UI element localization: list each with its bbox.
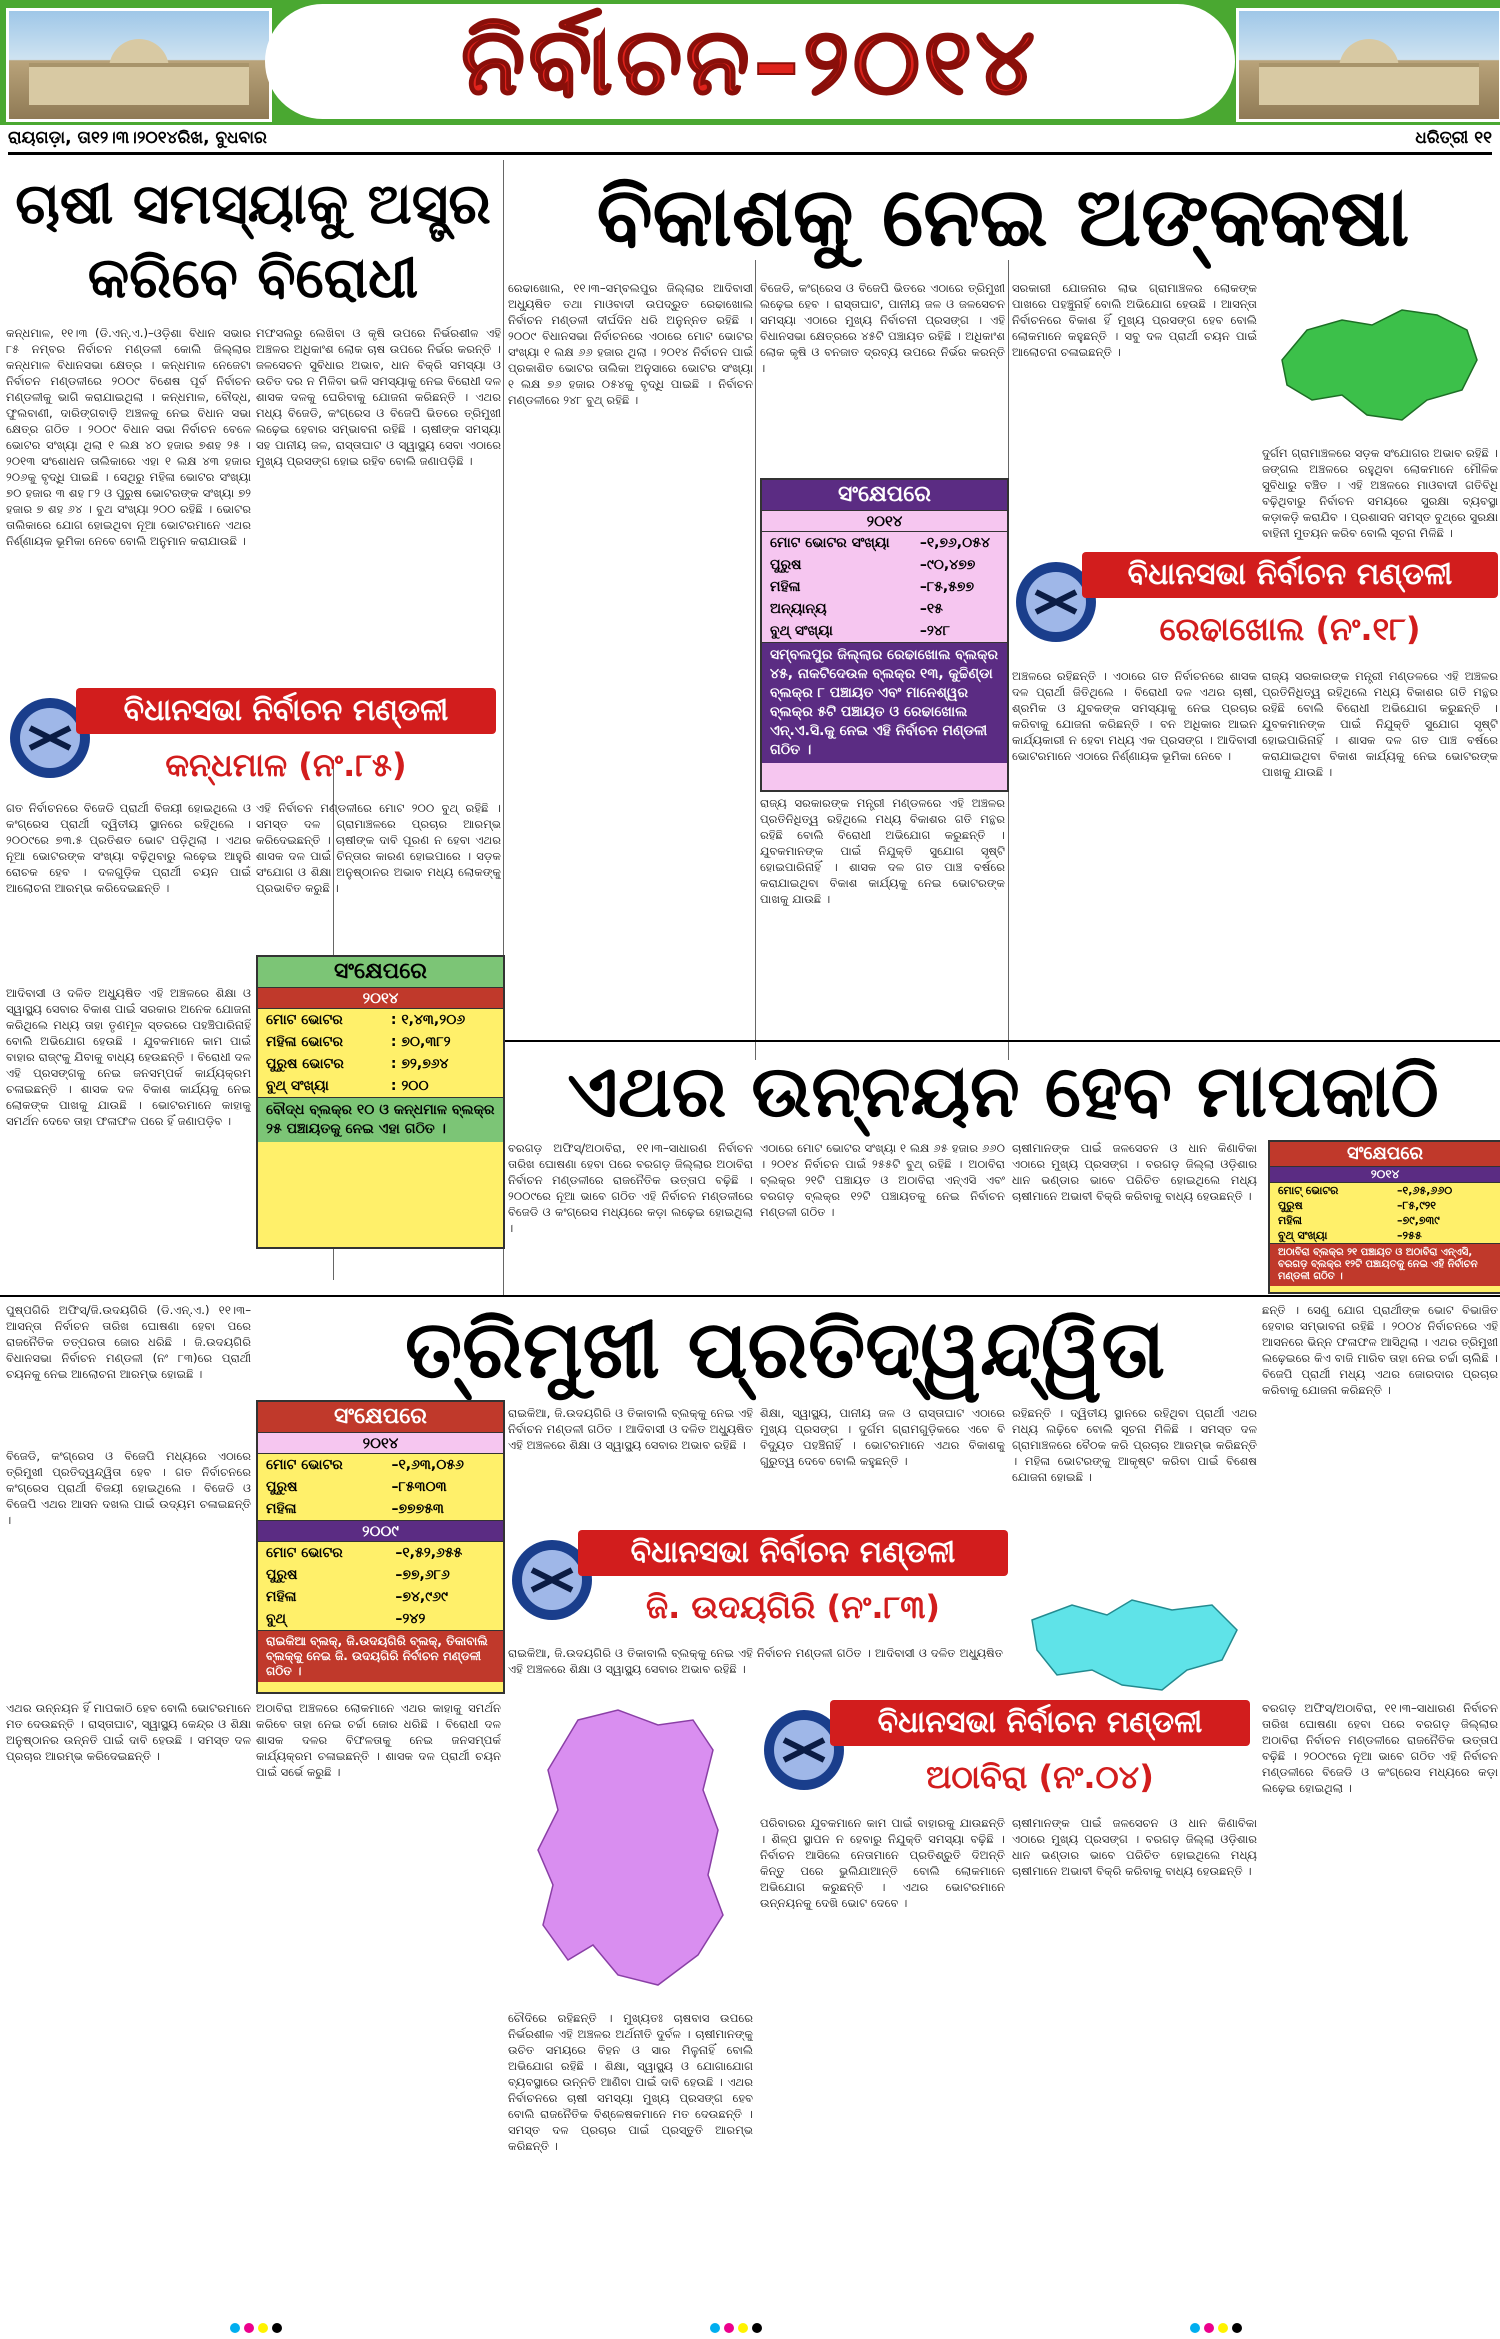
story2-body: ବିଜେଡି, କଂଗ୍ରେସ ଓ ବିଜେପି ଭିତରେ ଏଠାରେ ତ୍ରିମୁଖୀ ଲଢ଼େଇ ହେବ । ରାସ୍ତାଘାଟ, ପାନୀୟ ଜଳ ଓ ଜଳସେଚନ ସମସ୍ୟା ଏଠାରେ ମୁଖ୍ୟ ନିର୍ବାଚନୀ ପ୍ରସଙ୍ଗ । ଏହି ବିଧାନସଭା କ୍ଷେତ୍ରରେ ୪୫ଟି ପଞ୍ଚାୟତ ରହିଛି । ଅଧିକାଂଶ ଲୋକ କୃଷି ଓ ବନଜାତ ଦ୍ରବ୍ୟ ଉପରେ ନିର୍ଭର କରନ୍ତି ।: [760, 281, 1005, 375]
story2-body: ରାଜ୍ୟ ସରକାରଙ୍କ ମନ୍ତ୍ରୀ ମଣ୍ଡଳରେ ଏହି ଅଞ୍ଚଳର ପ୍ରତିନିଧିତ୍ୱ ରହିଥିଲେ ମଧ୍ୟ ବିକାଶର ଗତି ମନ୍ଥର ରହିଛି ବୋଲି ବିରୋଧୀ ଅଭିଯୋଗ କରୁଛନ୍ତି । ଯୁବକମାନଙ୍କ ପାଇଁ ନିଯୁକ୍ତି ସୁଯୋଗ ସୃଷ୍ଟି ହୋଇପାରିନାହିଁ । ଶାସକ ଦଳ ଗତ ପାଞ୍ଚ ବର୍ଷରେ କରାଯାଇଥିବା ବିକାଶ କାର୍ଯ୍ୟକୁ ନେଇ ଭୋଟରଙ୍କ ପାଖକୁ ଯାଉଛି ।: [760, 796, 1005, 906]
summary-heading: ସଂକ୍ଷେପରେ: [1270, 1142, 1500, 1166]
summary-table-2009: [258, 1542, 503, 1630]
summary-label: ମହିଳା: [266, 1589, 297, 1605]
summary-note: ରାଇକିଆ ବ୍ଲକ୍‌, ଜି.ଉଦୟଗିରି ବ୍ଲକ୍‌, ତିକାବାଲି ବ୍ଲକ୍‌କୁ ନେଇ ଜି. ଉଦୟଗିରି ନିର୍ବାଚନ ମଣ୍ଡଳୀ ଗଠିତ ।: [258, 1630, 503, 1682]
registration-dot-black: [752, 2323, 762, 2333]
summary-label: ପୁରୁଷ ଭୋଟର: [266, 1056, 344, 1072]
summary-value: –୧,୭୬,୦୫୪: [919, 535, 990, 551]
story4-body: ରାଇକିଆ, ଜି.ଉଦୟଗିରି ଓ ତିକାବାଲି ବ୍ଲକ୍‌କୁ ନେଇ ଏହି ନିର୍ବାଚନ ମଣ୍ଡଳୀ ଗଠିତ । ଆଦିବାସୀ ଓ ଦଳିତ ଅଧ୍ୟୁଷିତ ଏହି ଅଞ୍ଚଳରେ ଶିକ୍ଷା ଓ ସ୍ୱାସ୍ଥ୍ୟ ସେବାର ଅଭାବ ରହିଛି ।: [508, 1646, 1003, 1676]
summary-year: ୨୦୧୪: [258, 987, 503, 1009]
story4-body: ଶିକ୍ଷା, ସ୍ୱାସ୍ଥ୍ୟ, ପାନୀୟ ଜଳ ଓ ରାସ୍ତାଘାଟ ଏଠାରେ ମୁଖ୍ୟ ପ୍ରସଙ୍ଗ । ଦୁର୍ଗମ ଗ୍ରାମଗୁଡ଼ିକରେ ଏବେ ବି ବିଦ୍ୟୁତ ପହଞ୍ଚିନାହିଁ । ଭୋଟରମାନେ ଏଥର ବିକାଶକୁ ଗୁରୁତ୍ୱ ଦେବେ ବୋଲି କହୁଛନ୍ତି ।: [760, 1406, 1005, 1468]
summary-label: ବୁଥ୍‌ ସଂଖ୍ୟା: [770, 623, 833, 639]
page-folio: ଧରିତ୍ରୀ ୧୧: [1415, 128, 1492, 148]
registration-dot-magenta: [1204, 2323, 1214, 2333]
summary-year-2014: ୨୦୧୪: [258, 1432, 503, 1454]
summary-value: : ୭୨,୭୬୪: [390, 1056, 449, 1072]
summary-label: ଅନ୍ୟାନ୍ୟ: [770, 601, 827, 617]
story2-body: ଅଞ୍ଚଳରେ ରହିଛନ୍ତି । ଏଠାରେ ଗତ ନିର୍ବାଚନରେ ଶାସକ ଦଳ ପ୍ରାର୍ଥୀ ଜିତିଥିଲେ । ବିରୋଧୀ ଦଳ ଏଥର ଚାଷୀ, ଶ୍ରମିକ ଓ ଯୁବକଙ୍କ ସମସ୍ୟାକୁ ନେଇ ପ୍ରଚାର କରିବାକୁ ଯୋଜନା କରିଛନ୍ତି । ବନ ଅଧିକାର ଆଇନ କାର୍ଯ୍ୟକାରୀ ନ ହେବା ମଧ୍ୟ ଏକ ପ୍ରସଙ୍ଗ । ଆଦିବାସୀ ଭୋଟରମାନେ ଏଠାରେ ନିର୍ଣ୍ଣାୟକ ଭୂମିକା ନେବେ ।: [1012, 669, 1257, 763]
story1-body: ଏହି ନିର୍ବାଚନ ମଣ୍ଡଳୀରେ ମୋଟ ୨୦୦ ବୁଥ୍‌ ରହିଛି । ସମସ୍ତ ଦଳ ଗ୍ରାମାଞ୍ଚଳରେ ପ୍ରଚାର ଆରମ୍ଭ କରିଦେଇଛନ୍ତି । ଚାଷୀଙ୍କ ଦାବି ପୂରଣ ନ ହେବା ଏଥର ଶାସକ ଦଳ ପାଇଁ ଚିନ୍ତାର କାରଣ ହୋଇପାରେ । ସଡ଼କ ସଂଯୋଗ ଓ ଶିକ୍ଷା ଅନୁଷ୍ଠାନର ଅଭାବ ମଧ୍ୟ ଲୋକଙ୍କୁ ପ୍ରଭାବିତ କରୁଛି ।: [256, 801, 501, 895]
column-rule: [755, 260, 756, 1060]
summary-label: ବୁଥ୍‌ ସଂଖ୍ୟା: [1278, 1229, 1328, 1242]
section-divider: [0, 1295, 1500, 1297]
story3-body: ଅଠାବିରା ଅଞ୍ଚଳରେ ଲୋକମାନେ ଏଥର କାହାକୁ ସମର୍ଥନ କରିବେ ତାହା ନେଇ ଚର୍ଚ୍ଚା ଜୋର ଧରିଛି । ବିରୋଧୀ ଦଳ ଶାସକ ଦଳର ବିଫଳତାକୁ ନେଇ ଜନସମ୍ପର୍କ କାର୍ଯ୍ୟକ୍ରମ ଚଳାଇଛନ୍ତି । ଶାସକ ଦଳ ପ୍ରାର୍ଥୀ ଚୟନ ପାଇଁ ସର୍ଭେ କରୁଛି ।: [256, 1701, 501, 1779]
story4-body: ରହିଛନ୍ତି । ଦ୍ୱିତୀୟ ସ୍ଥାନରେ ରହିଥିବା ପ୍ରାର୍ଥୀ ଏଥର ମଧ୍ୟ ଲଢ଼ିବେ ବୋଲି ସୂଚନା ମିଳିଛି । ସମସ୍ତ ଦଳ ଗ୍ରାମାଞ୍ଚଳରେ ବୈଠକ କରି ପ୍ରଚାର ଆରମ୍ଭ କରିଛନ୍ତି । ମହିଳା ଭୋଟରଙ୍କୁ ଆକୃଷ୍ଟ କରିବା ପାଇଁ ବିଶେଷ ଯୋଜନା ହୋଇଛି ।: [1012, 1406, 1257, 1484]
summary-heading: ସଂକ୍ଷେପରେ: [258, 1402, 503, 1432]
summary-value: –୮୫୩୦୩: [391, 1479, 447, 1495]
summary-label: ମହିଳା: [1278, 1214, 1302, 1227]
registration-dot-cyan: [1190, 2323, 1200, 2333]
summary-year: ୨୦୧୪: [1270, 1166, 1500, 1183]
story2-headline: ବିକାଶକୁ ନେଇ ଅଙ୍କକଷା: [596, 170, 1410, 265]
summary-label: ବୁଥ୍‌ ସଂଖ୍ୟା: [266, 1078, 329, 1094]
story4-headline: ତ୍ରିମୁଖୀ ପ୍ରତିଦ୍ୱନ୍ଦ୍ୱିତା: [405, 1303, 1165, 1396]
summary-box-udayagiri: [256, 1400, 505, 1694]
story4-body: ବିଜେଡି, କଂଗ୍ରେସ ଓ ବିଜେପି ମଧ୍ୟରେ ଏଠାରେ ତ୍ରିମୁଖୀ ପ୍ରତିଦ୍ୱନ୍ଦ୍ୱିତା ହେବ । ଗତ ନିର୍ବାଚନରେ କଂଗ୍ରେସ ପ୍ରାର୍ଥୀ ବିଜୟୀ ହୋଇଥିଲେ । ବିଜେଡି ଓ ବିଜେପି ଏଥର ଆସନ ଦଖଲ ପାଇଁ ଉଦ୍ୟମ ଚଳାଇଛନ୍ତି ।: [6, 1449, 251, 1527]
story2-body: ସରକାରୀ ଯୋଜନାର ଲାଭ ଗ୍ରାମାଞ୍ଚଳର ଲୋକଙ୍କ ପାଖରେ ପହଞ୍ଚୁନାହିଁ ବୋଲି ଅଭିଯୋଗ ହେଉଛି । ଆସନ୍ତା ନିର୍ବାଚନରେ ବିକାଶ ହିଁ ମୁଖ୍ୟ ପ୍ରସଙ୍ଗ ହେବ ବୋଲି ଲୋକମାନେ କହୁଛନ୍ତି । ସବୁ ଦଳ ପ୍ରାର୍ଥୀ ଚୟନ ପାଇଁ ଆଲୋଚନା ଚଳାଇଛନ୍ତି ।: [1012, 281, 1257, 359]
summary-value: –୧୫: [919, 601, 943, 617]
summary-value: –୨୪୨: [395, 1611, 426, 1627]
dateline-location-date: ରାୟଗଡ଼ା, ତା୧୨।୩।୨୦୧୪ରିଖ, ବୁଧବାର: [8, 128, 267, 148]
banner-seat-name: କନ୍ଧମାଳ (ନଂ.୮୫): [165, 746, 407, 784]
story4-body: ପୁଷ୍ପଗିରି ଅଫିସ୍‌/ଜି.ଉଦୟଗିରି (ଡି.ଏନ୍‌.ଏ.) ୧୧।୩–ଆସନ୍ତା ନିର୍ବାଚନ ତାରିଖ ଘୋଷଣା ହେବା ପରେ ରାଜନୈତିକ ତତ୍ପରତା ଜୋର ଧରିଛି । ଜି.ଉଦୟଗିରି ବିଧାନସଭା ନିର୍ବାଚନ ମଣ୍ଡଳୀ (ନଂ ୮୩)ରେ ପ୍ରାର୍ଥୀ ଚୟନକୁ ନେଇ ଆଲୋଚନା ଆରମ୍ଭ ହୋଇଛି ।: [6, 1303, 251, 1381]
banner-title: ବିଧାନସଭା ନିର୍ବାଚନ ମଣ୍ଡଳୀ: [578, 1530, 1008, 1576]
attabira-map: [508, 1700, 753, 2000]
story3-body: ଏଠାରେ ମୋଟ ଭୋଟର ସଂଖ୍ୟା ୧ ଲକ୍ଷ ୬୫ ହଜାର ୬୬୦ । ୨୦୧୪ ନିର୍ବାଚନ ପାଇଁ ୨୫୫ଟି ବୁଥ୍‌ ରହିଛି । ଅଠାବିରା ବ୍ଲକ୍‌ର ୨୧ଟି ପଞ୍ଚାୟତ ଓ ଅଠାବିରା ଏନ୍‌ଏସି ଏବଂ ବରଗଡ଼ ବ୍ଲକ୍‌ର ୧୨ଟି ପଞ୍ଚାୟତକୁ ନେଇ ନିର୍ବାଚନ ମଣ୍ଡଳୀ ଗଠିତ ।: [760, 1141, 1005, 1219]
story3-body: ଏଥର ଉନ୍ନୟନ ହିଁ ମାପକାଠି ହେବ ବୋଲି ଭୋଟରମାନେ ମତ ଦେଉଛନ୍ତି । ରାସ୍ତାଘାଟ, ସ୍ୱାସ୍ଥ୍ୟ କେନ୍ଦ୍ର ଓ ଶିକ୍ଷା ଅନୁଷ୍ଠାନର ଉନ୍ନତି ପାଇଁ ଦାବି ହେଉଛି । ସମସ୍ତ ଦଳ ପ୍ରଚାର ଆରମ୍ଭ କରିଦେଇଛନ୍ତି ।: [6, 1701, 251, 1763]
constituency-banner-attabira: [760, 1700, 1250, 1810]
banner-title: ବିଧାନସଭା ନିର୍ବାଚନ ମଣ୍ଡଳୀ: [830, 1700, 1250, 1746]
summary-year-2009: ୨୦୦୯: [258, 1520, 503, 1542]
story1-body: ଆଦିବାସୀ ଓ ଦଳିତ ଅଧ୍ୟୁଷିତ ଏହି ଅଞ୍ଚଳରେ ଶିକ୍ଷା ଓ ସ୍ୱାସ୍ଥ୍ୟ ସେବାର ବିକାଶ ପାଇଁ ସରକାର ଅନେକ ଯୋଜନା କରିଥିଲେ ମଧ୍ୟ ତାହା ତୃଣମୂଳ ସ୍ତରରେ ପହଞ୍ଚିପାରିନାହିଁ ବୋଲି ଅଭିଯୋଗ ହେଉଛି । ଯୁବକମାନେ କାମ ପାଇଁ ବାହାର ରାଜ୍୯କୁ ଯିବାକୁ ବାଧ୍ୟ ହେଉଛନ୍ତି । ବିରୋଧୀ ଦଳ ଏହି ପ୍ରସଙ୍ଗକୁ ନେଇ ଜନସମ୍ପର୍କ କାର୍ଯ୍ୟକ୍ରମ ଚଳାଇଛନ୍ତି । ଶାସକ ଦଳ ବିକାଶ କାର୍ଯ୍ୟକୁ ନେଇ ଲୋକଙ୍କ ପାଖକୁ ଯାଉଛି । ଭୋଟରମାନେ କାହାକୁ ସମର୍ଥନ ଦେବେ ତାହା ଫଳାଫଳ ପରେ ହିଁ ଜଣାପଡ଼ିବ ।: [6, 986, 251, 1128]
summary-value: : ୭୦,୩୮୨: [390, 1034, 451, 1050]
assembly-building-photo: [6, 8, 272, 122]
summary-note: ଅଠାବିରା ବ୍ଲକ୍‌ର ୨୧ ପଞ୍ଚାୟତ ଓ ଅଠାବିରା ଏନ୍‌ଏସି, ବରଗଡ଼ ବ୍ଲକ୍‌ର ୧୨ଟି ପଞ୍ଚାୟତକୁ ନେଇ ଏହି ନିର୍ବାଚନ ମଣ୍ଡଳୀ ଗଠିତ ।: [1270, 1243, 1500, 1286]
story3-headline: ଏଥର ଉନ୍ନୟନ ହେବ ମାପକାଠି: [567, 1049, 1439, 1133]
summary-value: –୭୭୭୫୩: [391, 1501, 444, 1517]
story3-body: ବରଗଡ଼ ଅଫିସ୍‌/ଅଠାବିରା, ୧୧।୩–ସାଧାରଣ ନିର୍ବାଚନ ତାରିଖ ଘୋଷଣା ହେବା ପରେ ବରଗଡ଼ ଜିଲ୍ଲାର ଅଠାବିରା ନିର୍ବାଚନ ମଣ୍ଡଳୀରେ ରାଜନୈତିକ ଉତ୍ତାପ ବଢ଼ିଛି । ୨୦୦୯ରେ ନୂଆ ଭାବେ ଗଠିତ ଏହି ନିର୍ବାଚନ ମଣ୍ଡଳୀରେ ବିଜେଡି ଓ କଂଗ୍ରେସ ମଧ୍ୟରେ କଡ଼ା ଲଢ଼େଇ ହୋଇଥିଲା ।: [508, 1141, 753, 1235]
banner-seat-name: ଅଠାବିରା (ନଂ.୦୪): [926, 1758, 1154, 1796]
summary-label: ମହିଳା ଭୋଟର: [266, 1034, 343, 1050]
parliament-building-photo: [1236, 8, 1500, 122]
story1-headline: ଚାଷୀ ସମସ୍ୟାକୁ ଅସ୍ତ୍ର କରିବେ ବିରୋଧୀ: [15, 172, 491, 311]
summary-value: –୧,୬୫,୬୬୦: [1397, 1184, 1453, 1197]
kandhamal-map-strip: [6, 1250, 251, 1290]
story1-body: ଗତ ନିର୍ବାଚନରେ ବିଜେଡି ପ୍ରାର୍ଥୀ ବିଜୟୀ ହୋଇଥିଲେ ଓ କଂଗ୍ରେସ ପ୍ରାର୍ଥୀ ଦ୍ୱିତୀୟ ସ୍ଥାନରେ ରହିଥିଲେ । ୨୦୦୯ରେ ୭୩.୫ ପ୍ରତିଶତ ଭୋଟ ପଡ଼ିଥିଲା । ଏଥର ନୂଆ ଭୋଟରଙ୍କ ସଂଖ୍ୟା ବଢ଼ିଥିବାରୁ ଲଢ଼େଇ ଆହୁରି ରୋଚକ ହେବ । ଦଳଗୁଡ଼ିକ ପ୍ରାର୍ଥୀ ଚୟନ ପାଇଁ ଆଲୋଚନା ଆରମ୍ଭ କରିଦେଇଛନ୍ତି ।: [6, 801, 251, 895]
summary-label: ପୁରୁଷ: [266, 1567, 298, 1583]
registration-dot-cyan: [230, 2323, 240, 2333]
registration-dot-magenta: [244, 2323, 254, 2333]
banner-seat-name: ଜି. ଉଦୟଗିରି (ନଂ.୮୩): [646, 1588, 940, 1626]
summary-value: –୨୫୫: [1397, 1229, 1422, 1242]
summary-value: : ୨୦୦: [390, 1078, 429, 1094]
dateline: [8, 128, 1492, 155]
summary-label: ପୁରୁଷ: [266, 1479, 298, 1495]
summary-table-2014: [258, 1454, 503, 1520]
summary-label: ମୋଟ ଭୋଟର: [266, 1457, 343, 1473]
banner-title: ବିଧାନସଭା ନିର୍ବାଚନ ମଣ୍ଡଳୀ: [1082, 552, 1498, 598]
registration-dot-yellow: [738, 2323, 748, 2333]
story2-body: ରେଢାଖୋଲ, ୧୧।୩–ସମ୍ବଲପୁର ଜିଲ୍ଲାର ଆଦିବାସୀ ଅଧ୍ୟୁଷିତ ତଥା ମାଓବାଦୀ ଉପଦ୍ରୁତ ରେଢାଖୋଲ ନିର୍ବାଚନ ମଣ୍ଡଳୀ ଦୀର୍ଘଦିନ ଧରି ଅନୁନ୍ନତ ରହିଛି । ୨୦୦୯ ବିଧାନସଭା ନିର୍ବାଚନରେ ଏଠାରେ ମୋଟ ଭୋଟର ସଂଖ୍ୟା ୧ ଲକ୍ଷ ୬୬ ହଜାର ଥିଲା । ୨୦୧୪ ନିର୍ବାଚନ ପାଇଁ ପ୍ରକାଶିତ ଭୋଟର ତାଲିକା ଅନୁସାରେ ଭୋଟର ସଂଖ୍ୟା ୧ ଲକ୍ଷ ୭୬ ହଜାର ୦୫୪କୁ ବୃଦ୍ଧି ପାଇଛି । ନିର୍ବାଚନ ମଣ୍ଡଳୀରେ ୨୪୮ ବୁଥ୍‌ ରହିଛି ।: [508, 281, 753, 407]
summary-label: ପୁରୁଷ: [1278, 1199, 1303, 1212]
constituency-banner-redhakhol: [1012, 552, 1498, 662]
story3-body: ଚାଷୀମାନଙ୍କ ପାଇଁ ଜଳସେଚନ ଓ ଧାନ କିଣାବିକା ଏଠାରେ ମୁଖ୍ୟ ପ୍ରସଙ୍ଗ । ବରଗଡ଼ ଜିଲ୍ଲା ଓଡ଼ିଶାର ଧାନ ଭଣ୍ଡାର ଭାବେ ପରିଚିତ ହୋଇଥିଲେ ମଧ୍ୟ ଚାଷୀମାନେ ଅଭାବୀ ବିକ୍ରି କରିବାକୁ ବାଧ୍ୟ ହେଉଛନ୍ତି ।: [1012, 1816, 1257, 1878]
story4-body: ରାଇକିଆ, ଜି.ଉଦୟଗିରି ଓ ତିକାବାଲି ବ୍ଲକ୍‌କୁ ନେଇ ଏହି ନିର୍ବାଚନ ମଣ୍ଡଳୀ ଗଠିତ । ଆଦିବାସୀ ଓ ଦଳିତ ଅଧ୍ୟୁଷିତ ଏହି ଅଞ୍ଚଳରେ ଶିକ୍ଷା ଓ ସ୍ୱାସ୍ଥ୍ୟ ସେବାର ଅଭାବ ରହିଛି ।: [508, 1406, 753, 1452]
summary-year: ୨୦୧୪: [762, 510, 1007, 532]
summary-value: : ୧,୪୩,୨୦୬: [390, 1012, 466, 1028]
udayagiri-map: [1012, 1590, 1257, 1700]
summary-label: ପୁରୁଷ: [770, 557, 802, 573]
summary-label: ମୋଟ୍‌ ଭୋଟର: [1278, 1184, 1339, 1197]
story2-body: ଦୁର୍ଗମ ଗ୍ରାମାଞ୍ଚଳରେ ସଡ଼କ ସଂଯୋଗର ଅଭାବ ରହିଛି । ଜଙ୍ଗଲ ଅଞ୍ଚଳରେ ରହୁଥିବା ଲୋକମାନେ ମୌଳିକ ସୁବିଧାରୁ ବଞ୍ଚିତ । ଏହି ଅଞ୍ଚଳରେ ମାଓବାଦୀ ଗତିବିଧି ବଢ଼ିଥିବାରୁ ନିର୍ବାଚନ ସମୟରେ ସୁରକ୍ଷା ବ୍ୟବସ୍ଥା କଡ଼ାକଡ଼ି କରାଯିବ । ପ୍ରଶାସନ ସମସ୍ତ ବୁଥ୍‌ରେ ସୁରକ୍ଷା ବାହିନୀ ମୁତୟନ କରିବ ବୋଲି ସୂଚନା ମିଳିଛି ।: [1262, 446, 1498, 540]
story3-body: ପରିବାରର ଯୁବକମାନେ କାମ ପାଇଁ ବାହାରକୁ ଯାଉଛନ୍ତି । ଶିଳ୍ପ ସ୍ଥାପନ ନ ହେବାରୁ ନିଯୁକ୍ତି ସମସ୍ୟା ବଢ଼ିଛି । ନିର୍ବାଚନ ଆସିଲେ ନେତାମାନେ ପ୍ରତିଶ୍ରୁତି ଦିଅନ୍ତି କିନ୍ତୁ ପରେ ଭୁଲିଯାଆନ୍ତି ବୋଲି ଲୋକମାନେ ଅଭିଯୋଗ କରୁଛନ୍ତି । ଏଥର ଭୋଟରମାନେ ଉନ୍ନୟନକୁ ଦେଖି ଭୋଟ ଦେବେ ।: [760, 1816, 1005, 1910]
story2-body: ରାଜ୍ୟ ସରକାରଙ୍କ ମନ୍ତ୍ରୀ ମଣ୍ଡଳରେ ଏହି ଅଞ୍ଚଳର ପ୍ରତିନିଧିତ୍ୱ ରହିଥିଲେ ମଧ୍ୟ ବିକାଶର ଗତି ମନ୍ଥର ରହିଛି ବୋଲି ବିରୋଧୀ ଅଭିଯୋଗ କରୁଛନ୍ତି । ଯୁବକମାନଙ୍କ ପାଇଁ ନିଯୁକ୍ତି ସୁଯୋଗ ସୃଷ୍ଟି ହୋଇପାରିନାହିଁ । ଶାସକ ଦଳ ଗତ ପାଞ୍ଚ ବର୍ଷରେ କରାଯାଇଥିବା ବିକାଶ କାର୍ଯ୍ୟକୁ ନେଇ ଭୋଟରଙ୍କ ପାଖକୁ ଯାଉଛି ।: [1262, 669, 1498, 779]
summary-table: [762, 532, 1007, 642]
summary-heading: ସଂକ୍ଷେପରେ: [762, 480, 1007, 510]
banner-seat-name: ରେଢାଖୋଲ (ନଂ.୧୮): [1159, 610, 1421, 648]
summary-label: ମୋଟ ଭୋଟର ସଂଖ୍ୟା: [770, 535, 890, 551]
registration-dot-yellow: [258, 2323, 268, 2333]
story1-body: କନ୍ଧମାଳ, ୧୧।୩ (ଡି.ଏନ୍‌.ଏ.)–ଓଡ଼ିଶା ବିଧାନ ସଭାର ୮୫ ନମ୍ବର ନିର୍ବାଚନ ମଣ୍ଡଳୀ କୋଲି ଜିଲ୍ଲାର କନ୍ଧମାଳ ବିଧାନସଭା କ୍ଷେତ୍ର । କନ୍ଧମାଳ ନେଜେଟା ନିର୍ବାଚନ ମଣ୍ଡଳୀରେ ୨୦୦୯ ବିଶେଷ ପୂର୍ବ ନିର୍ବାଚନ ମଣ୍ଡଳୀକୁ ଭାଗି କରାଯାଇଥିଲା । କନ୍ଧମାଳ, ବୌଦ୍ଧ, ଫୁଲବାଣୀ, ଦାରିଙ୍ଗବାଡ଼ି ଅଞ୍ଚଳକୁ ନେଇ ବିଧାନ ସଭା କ୍ଷେତ୍ର ଗଠିତ । ୨୦୦୯ ବିଧାନ ସଭା ନିର୍ବାଚନ ବେଳେ ଭୋଟର ସଂଖ୍ୟା ଥିଲା ୧ ଲକ୍ଷ ୪୦ ହଜାର ୭ଶହ ୨୫ । ୨୦୧୩ ସଂଶୋଧନ ତାଲିକାରେ ଏହା ୧ ଲକ୍ଷ ୪୩ ହଜାର ୨୦୬କୁ ବୃଦ୍ଧି ପାଇଛି । ସେଥିରୁ ମହିଳା ଭୋଟର ସଂଖ୍ୟା ୭୦ ହଜାର ୩ ଶହ ୮୨ ଓ ପୁରୁଷ ଭୋଟରଙ୍କ ସଂଖ୍ୟା ୭୨ ହଜାର ୭ ଶହ ୬୪ । ବୁଥ ସଂଖ୍ୟା ୨୦୦ ରହିଛି । ଭୋଟର ତାଲିକାରେ ଯୋଗ ହୋଇଥିବା ନୂଆ ଭୋଟରମାନେ ଏଥର ନିର୍ଣ୍ଣାୟକ ଭୂମିକା ନେବେ ବୋଲି ଅନୁମାନ କରାଯାଉଛି ।: [6, 326, 251, 548]
summary-box-kandhamal: [256, 955, 505, 1249]
summary-note: ସମ୍ବଲପୁର ଜିଲ୍ଲାର ରେଢାଖୋଲ ବ୍ଲକ୍‌ର ୪୫, ନାକଟିଦେଉଳ ବ୍ଲକ୍‌ର ୧୩, କୁଚ୍ଚିଣ୍ଡା ବ୍ଲକ୍‌ର ୮ ପଞ୍ଚାୟତ ଏବଂ ମାନେଶ୍ୱର ବ୍ଲକ୍‌ର ୫ଟି ପଞ୍ଚାୟତ ଓ ରେଢାଖୋଲ ଏନ୍‌.ଏ.ସି.କୁ ନେଇ ଏହି ନିର୍ବାଚନ ମଣ୍ଡଳୀ ଗଠିତ ।: [762, 642, 1007, 763]
summary-value: –୧,୬୩,୦୫୬: [391, 1457, 464, 1473]
summary-label: ମୋଟ ଭୋଟର: [266, 1545, 343, 1561]
constituency-banner-kandhamal: [6, 688, 496, 798]
story3-body: ଚାଷୀମାନଙ୍କ ପାଇଁ ଜଳସେଚନ ଓ ଧାନ କିଣାବିକା ଏଠାରେ ମୁଖ୍ୟ ପ୍ରସଙ୍ଗ । ବରଗଡ଼ ଜିଲ୍ଲା ଓଡ଼ିଶାର ଧାନ ଭଣ୍ଡାର ଭାବେ ପରିଚିତ ହୋଇଥିଲେ ମଧ୍ୟ ଚାଷୀମାନେ ଅଭାବୀ ବିକ୍ରି କରିବାକୁ ବାଧ୍ୟ ହେଉଛନ୍ତି ।: [1012, 1141, 1257, 1203]
registration-dot-yellow: [1218, 2323, 1228, 2333]
summary-value: –୮୫,୫୭୭: [919, 579, 975, 595]
summary-box-redhakhol: [760, 478, 1009, 792]
summary-value: –୨୪୮: [919, 623, 951, 639]
masthead: [0, 0, 1500, 125]
summary-table: [258, 1009, 503, 1097]
summary-label: ବୁଥ୍‌: [266, 1611, 287, 1627]
registration-dot-black: [272, 2323, 282, 2333]
masthead-title: ନିର୍ବାଚନ–୨୦୧୪: [265, 4, 1235, 119]
banner-title: ବିଧାନସଭା ନିର୍ବାଚନ ମଣ୍ଡଳୀ: [76, 688, 496, 734]
summary-label: ମହିଳା: [770, 579, 801, 595]
constituency-banner-udayagiri: [508, 1530, 1008, 1640]
summary-value: –୭୯,୭୩୯: [1397, 1214, 1440, 1227]
summary-value: –୭୪,୯୬୯: [395, 1589, 448, 1605]
registration-dot-black: [1232, 2323, 1242, 2333]
registration-dot-cyan: [710, 2323, 720, 2333]
summary-label: ମୋଟ ଭୋଟର: [266, 1012, 343, 1028]
summary-heading: ସଂକ୍ଷେପରେ: [258, 957, 503, 987]
story1-body: ମଫସଲରୁ ଲେଖିବା ଓ କୃଷି ଉପରେ ନିର୍ଭରଶୀଳ ଏହି ଅଞ୍ଚଳର ଅଧିକାଂଶ ଲୋକ ଚାଷ ଉପରେ ନିର୍ଭର କରନ୍ତି । ଜଳସେଚନ ସୁବିଧାର ଅଭାବ, ଧାନ ବିକ୍ରି ସମସ୍ୟା ଓ ଉଚିତ ଦର ନ ମିଳିବା ଭଳି ସମସ୍ୟାକୁ ନେଇ ବିରୋଧୀ ଦଳ ଶାସକ ଦଳକୁ ଘେରିବାକୁ ଯୋଜନା କରିଛନ୍ତି । ଏଥର ମଧ୍ୟ ବିଜେଡି, କଂଗ୍ରେସ ଓ ବିଜେପି ଭିତରେ ତ୍ରିମୁଖୀ ଲଢ଼େଇ ହେବାର ସମ୍ଭାବନା ରହିଛି । ଚାଷୀଙ୍କ ସମସ୍ୟା ସହ ପାନୀୟ ଜଳ, ରାସ୍ତାଘାଟ ଓ ସ୍ୱାସ୍ଥ୍ୟ ସେବା ଏଠାରେ ମୁଖ୍ୟ ପ୍ରସଙ୍ଗ ହୋଇ ରହିବ ବୋଲି ଜଣାପଡ଼ିଛି ।: [256, 326, 501, 468]
story4-body: ଛନ୍ତି । ସେଣୁ ଯୋଗ ପ୍ରାର୍ଥୀଙ୍କ ଭୋଟ ବିଭାଜିତ ହେବାର ସମ୍ଭାବନା ରହିଛି । ୨୦୦୪ ନିର୍ବାଚନରେ ଏହି ଆସନରେ ଭିନ୍ନ ଫଳାଫଳ ଆସିଥିଲା । ଏଥର ତ୍ରିମୁଖୀ ଲଢ଼େଇରେ କିଏ ବାଜି ମାରିବ ତାହା ନେଇ ଚର୍ଚ୍ଚା ଚାଲିଛି । ବିଜେପି ପ୍ରାର୍ଥୀ ମଧ୍ୟ ଏଥର ଜୋରଦାର ପ୍ରଚାର କରିବାକୁ ଯୋଜନା କରିଛନ୍ତି ।: [1262, 1303, 1498, 1397]
summary-value: –୭୭,୬୮୬: [395, 1567, 450, 1583]
summary-value: –୮୫,୯୨୧: [1397, 1199, 1437, 1212]
summary-value: –୯୦,୪୭୭: [919, 557, 976, 573]
registration-dot-magenta: [724, 2323, 734, 2333]
summary-table: [1270, 1183, 1500, 1243]
story1-body: ଚୌଦିରେ ରହିଛନ୍ତି । ମୁଖ୍ୟତଃ ଚାଷବାସ ଉପରେ ନିର୍ଭରଶୀଳ ଏହି ଅଞ୍ଚଳର ଅର୍ଥନୀତି ଦୁର୍ବଳ । ଚାଷୀମାନଙ୍କୁ ଉଚିତ ସମୟରେ ବିହନ ଓ ସାର ମିଳୁନାହିଁ ବୋଲି ଅଭିଯୋଗ ରହିଛି । ଶିକ୍ଷା, ସ୍ୱାସ୍ଥ୍ୟ ଓ ଯୋଗାଯୋଗ ବ୍ୟବସ୍ଥାରେ ଉନ୍ନତି ଆଣିବା ପାଇଁ ଦାବି ହେଉଛି । ଏଥର ନିର୍ବାଚନରେ ଚାଷୀ ସମସ୍ୟା ମୁଖ୍ୟ ପ୍ରସଙ୍ଗ ହେବ ବୋଲି ରାଜନୈତିକ ବିଶ୍ଳେଷକମାନେ ମତ ଦେଉଛନ୍ତି । ସମସ୍ତ ଦଳ ପ୍ରଚାର ପାଇଁ ପ୍ରସ୍ତୁତି ଆରମ୍ଭ କରିଛନ୍ତି ।: [508, 2011, 753, 2153]
summary-note: ବୌଦ୍ଧ ବ୍ଲକ୍‌ର ୧୦ ଓ କନ୍ଧମାଳ ବ୍ଲକ୍‌ର ୨୫ ପଞ୍ଚାୟତକୁ ନେଇ ଏହା ଗଠିତ ।: [258, 1097, 503, 1142]
summary-label: ମହିଳା: [266, 1501, 297, 1517]
redhakhol-map: [1262, 290, 1492, 440]
print-registration-bar: [0, 2318, 1500, 2339]
story3-body: ବରଗଡ଼ ଅଫିସ୍‌/ଅଠାବିରା, ୧୧।୩–ସାଧାରଣ ନିର୍ବାଚନ ତାରିଖ ଘୋଷଣା ହେବା ପରେ ବରଗଡ଼ ଜିଲ୍ଲାର ଅଠାବିରା ନିର୍ବାଚନ ମଣ୍ଡଳୀରେ ରାଜନୈତିକ ଉତ୍ତାପ ବଢ଼ିଛି । ୨୦୦୯ରେ ନୂଆ ଭାବେ ଗଠିତ ଏହି ନିର୍ବାଚନ ମଣ୍ଡଳୀରେ ବିଜେଡି ଓ କଂଗ୍ରେସ ମଧ୍ୟରେ କଡ଼ା ଲଢ଼େଇ ହୋଇଥିଲା ।: [1262, 1701, 1498, 1795]
summary-box-attabira: [1268, 1140, 1500, 1294]
summary-value: –୧,୫୨,୬୫୫: [395, 1545, 463, 1561]
